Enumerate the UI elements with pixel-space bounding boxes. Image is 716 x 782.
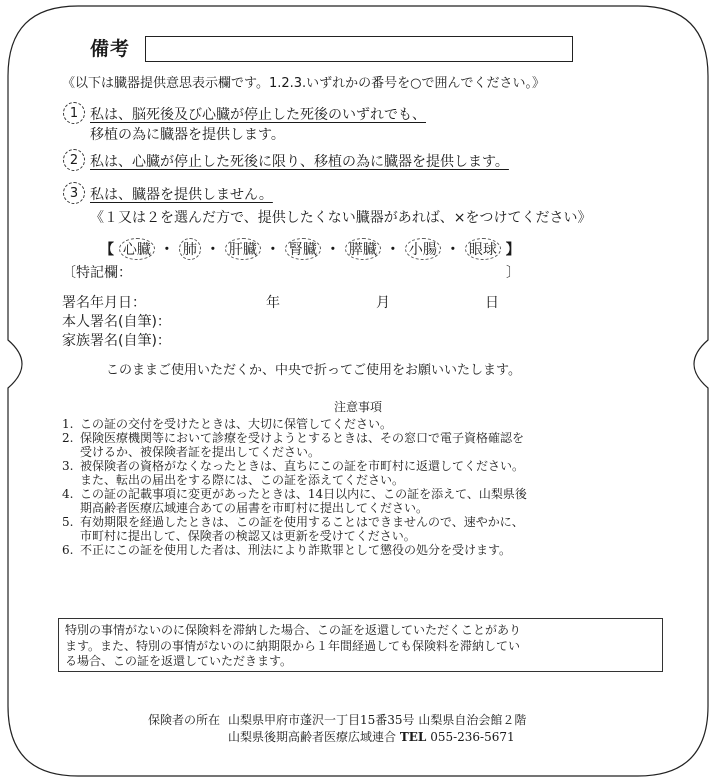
organ-small-intestine[interactable]: 小腸 [405,238,441,260]
notes-list [62,417,662,557]
fold-note: このままご使用いただくか、中央で折ってご使用をお願いいたします。 [106,363,521,378]
remarks-label: 備考 [90,38,131,60]
option-2-number[interactable]: 2 [63,149,85,171]
note-item: 2. 保険医療機関等において診療を受けようとするときは、その窓口で電子資格確認を 受けるか、被保険者証を提出してください。 [62,431,525,459]
family-signature-label: 家族署名(自筆)： [62,333,171,349]
donor-intro-text: 《以下は臓器提供意思表示欄です。1.2.3.いずれかの番号を○で囲んでください。》 [62,76,546,91]
organ-separator: ・ [445,242,460,258]
option-1-line-2: 移植の為に臓器を提供します。 [90,127,285,143]
option-1-number[interactable]: 1 [63,102,85,124]
note-item: 1. この証の交付を受けたときは、大切に保管してください。 [62,417,393,431]
note-item: 5. 有効期限を経過したときは、この証を使用することはできませんので、速やかに、 市町村に提出して、保険者の検認又は更新を受けてください。 [62,515,524,543]
organ-separator: ・ [159,242,174,258]
organ-instruction: 《１又は２を選んだ方で、提供したくない臓器があれば、×をつけてください》 [90,210,592,226]
organ-liver[interactable]: 肝臓 [225,238,261,260]
option-2-text: 私は、心臓が停止した死後に限り、移植の為に臓器を提供します。 [90,154,509,170]
organ-eyeball[interactable]: 眼球 [465,238,501,260]
tel-number: 055-236-5671 [430,730,515,744]
insurer-contact [228,728,515,745]
signature-day: 日 [485,295,499,311]
tel-label: TEL [399,730,427,744]
remarks-field[interactable] [145,36,573,62]
note-item: 3. 被保険者の資格がなくなったときは、直ちにこの証を市町村に返還してください。 また、転出の届出をする際には、この証を添えてください。 [62,459,525,487]
notice-line: 特別の事情がないのに保険料を滞納した場合、この証を返還していただくことがあり [65,623,522,637]
organ-separator: ・ [385,242,400,258]
organ-pancreas[interactable]: 膵臓 [345,238,381,260]
option-1-line-1: 私は、脳死後及び心臓が停止した死後のいずれでも、 [90,107,426,123]
notes-title: 注意事項 [333,400,382,414]
signature-month: 月 [376,295,390,311]
organ-heart[interactable]: 心臓 [119,238,155,260]
note-item: 4. この証の記載事項に変更があったときは、14日以内に、この証を添えて、山梨県後 期高齢者医療広域連合あての届書を市町村に提出してください。 [62,487,527,515]
organ-separator: ・ [325,242,340,258]
special-notes-close: 〕 [506,265,520,281]
organ-bracket-open: 【 [100,242,114,258]
organ-list [100,238,520,260]
organ-kidney[interactable]: 腎臓 [285,238,321,260]
arrears-notice-box [58,618,663,672]
insurer-name: 山梨県後期高齢者医療広域連合 [228,730,397,744]
special-notes-label: 〔特記欄： [62,265,132,281]
insurer-address: 山梨県甲府市蓬沢一丁目15番35号 山梨県自治会館２階 [228,713,527,727]
option-3-text: 私は、臓器を提供しません。 [90,187,273,203]
self-signature-label: 本人署名(自筆)： [62,314,171,330]
signature-date-label: 署名年月日： [62,295,146,311]
organ-separator: ・ [205,242,220,258]
option-3-number[interactable]: 3 [63,182,85,204]
notice-line: ます。また、特別の事情がないのに納期限から１年間経過しても保険料を滞納してい [65,638,521,653]
signature-year: 年 [266,295,280,311]
note-item: 6. 不正にこの証を使用した者は、刑法により詐欺罪として懲役の処分を受けます。 [62,543,512,557]
organ-lung[interactable]: 肺 [179,238,201,260]
insurer-location-label: 保険者の所在 [148,713,221,727]
special-notes-field[interactable] [150,260,500,280]
organ-bracket-close: 】 [505,242,520,258]
organ-separator: ・ [265,242,280,258]
notice-line: る場合、この証を返還していただきます。 [65,654,293,668]
